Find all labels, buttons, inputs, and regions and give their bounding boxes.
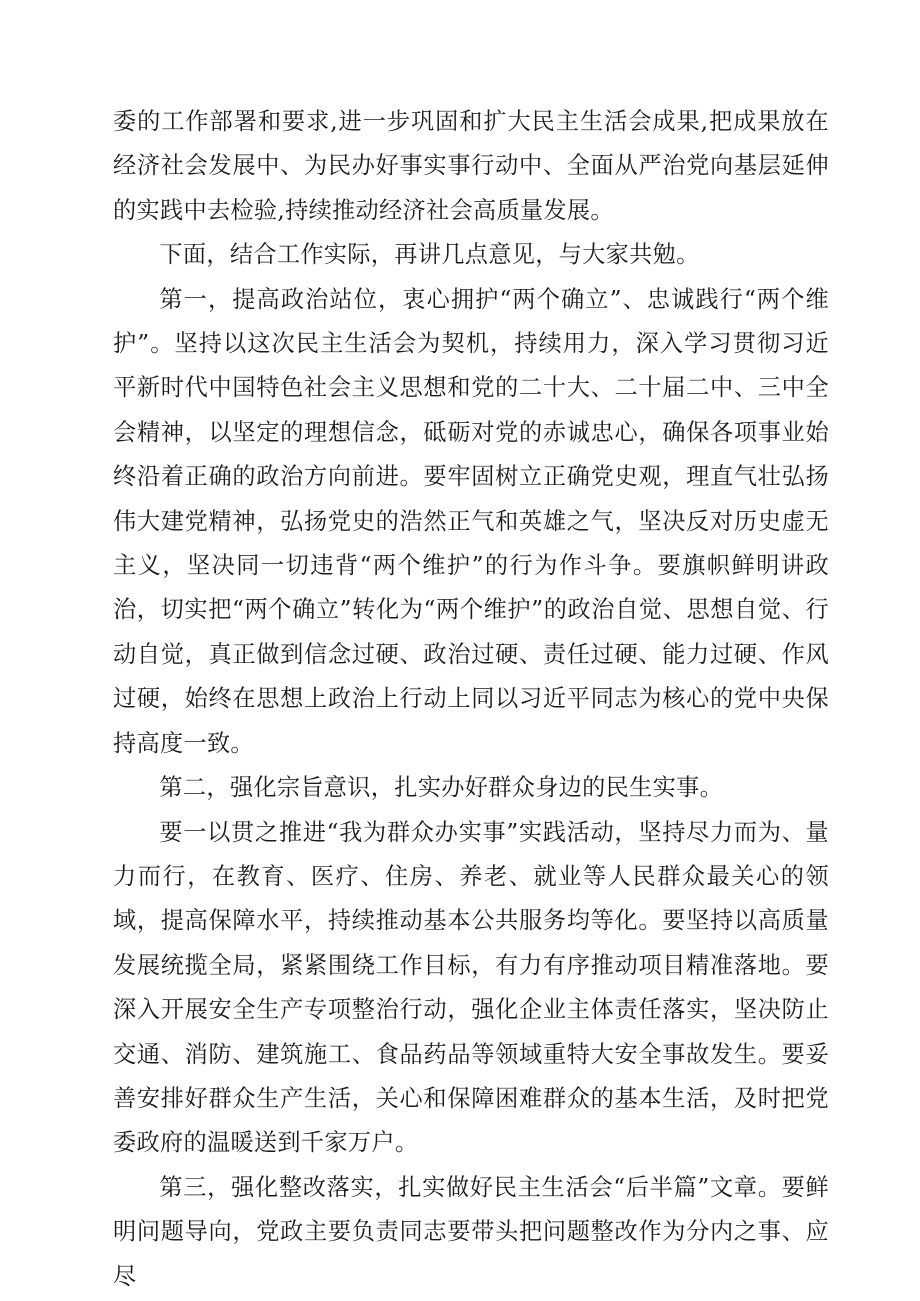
paragraph-point-three: 第三，强化整改落实，扎实做好民主生活会“后半篇”文章。要鲜明问题导向，党政主要负责同志要带头把问题整改作为分内之事、应尽: [113, 1173, 829, 1290]
paragraph-point-one: 第一，提高政治站位，衷心拥护“两个确立”、忠诚践行“两个维护”。坚持以这次民主生活会为契机，持续用力，深入学习贯彻习近平新时代中国特色社会主义思想和党的二十大、二十届二中、三中全会精神，以坚定的理想信念，砥砺对党的赤诚忠心，确保各项事业始终沿着正确的政治方向前进。要牢固树立正确党史观，理直气壮弘扬伟大建党精神，弘扬党史的浩然正气和英雄之气，坚决反对历史虚无主义，坚决同一切违背“两个维护”的行为作斗争。要旗帜鲜明讲政治，切实把“两个确立”转化为“两个维护”的政治自觉、思想自觉、行动自觉，真正做到信念过硬、政治过硬、责任过硬、能力过硬、作风过硬，始终在思想上政治上行动上同以习近平同志为核心的党中央保持高度一致。: [113, 285, 829, 757]
document-body: [113, 100, 829, 1299]
paragraph-point-two-heading: 第二，强化宗旨意识，扎实办好群众身边的民生实事。: [159, 774, 724, 802]
paragraph-intro: 下面，结合工作实际，再讲几点意见，与大家共勉。: [159, 241, 700, 269]
paragraph-point-two-body: 要一以贯之推进“我为群众办实事”实践活动，坚持尽力而为、量力而行，在教育、医疗、住房、养老、就业等人民群众最关心的领域，提高保障水平，持续推动基本公共服务均等化。要坚持以高质量发展统揽全局，紧紧围绕工作目标，有力有序推动项目精准落地。要深入开展安全生产专项整治行动，强化企业主体责任落实，坚决防止交通、消防、建筑施工、食品药品等领域重特大安全事故发生。要妥善安排好群众生产生活，关心和保障困难群众的基本生活，及时把党委政府的温暖送到千家万户。: [113, 818, 829, 1157]
paragraph-continuation: 委的工作部署和要求,进一步巩固和扩大民主生活会成果,把成果放在经济社会发展中、为民办好事实事行动中、全面从严治党向基层延伸的实践中去检验,持续推动经济社会高质量发展。: [113, 108, 829, 224]
